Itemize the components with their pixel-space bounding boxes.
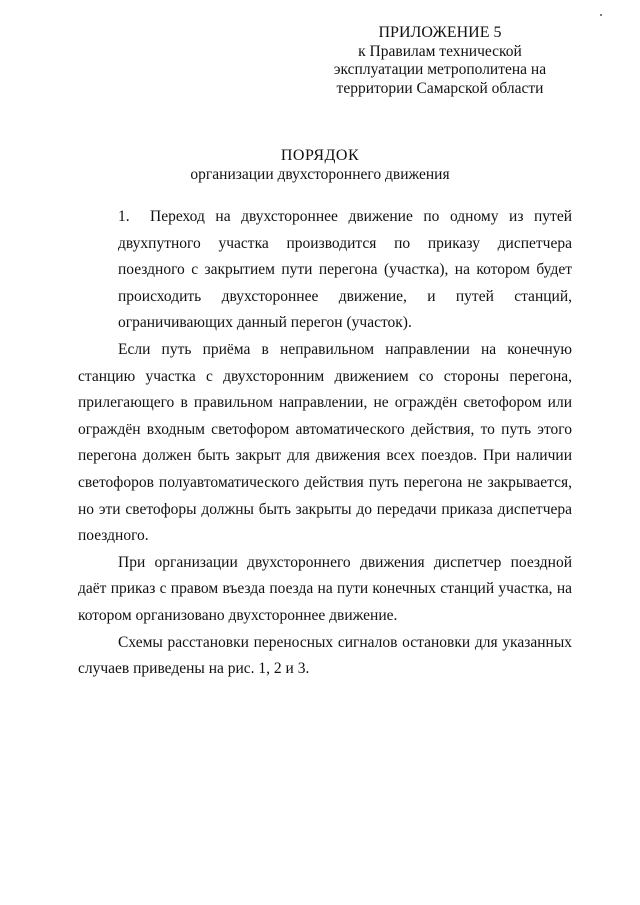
- scan-speck: [600, 14, 602, 16]
- paragraph-1: [78, 204, 572, 337]
- paragraph-2: Если путь приёма в неправильном направлении на конечную станцию участка с двухсторонним движением со стороны перегона, прилегающего в правильном направлении, не ограждён светофором или ограждён входным светофором автоматического действия, то путь этого перегона должен быть закрыт для движения всех поездов. При наличии светофоров полуавтоматического действия путь перегона не закрывается, но эти светофоры должны быть закрыты до передачи приказа диспетчера поездного.: [78, 340, 572, 545]
- appendix-header: [310, 24, 570, 98]
- heading-subtitle: организации двухстороннего движения: [190, 166, 450, 183]
- heading-title: ПОРЯДОК: [280, 147, 360, 164]
- appendix-line-1: к Правилам технической: [358, 42, 522, 60]
- paragraph-4: Схемы расстановки переносных сигналов остановки для указанных случаев приведены на рис. 1, 2 и 3.: [78, 633, 572, 678]
- document-body: [78, 204, 572, 683]
- appendix-line-3: территории Самарской области: [336, 79, 544, 97]
- paragraph-number: 1.: [118, 208, 130, 225]
- appendix-title: ПРИЛОЖЕНИЕ 5: [378, 24, 502, 41]
- paragraph-text: Переход на двухстороннее движение по одному из путей двухпутного участка производится по приказу диспетчера поездного с закрытием пути перегона (участка), на котором будет происходить двухстороннее движение, и путей станций, ограничивающих данный перегон (участок).: [118, 208, 572, 332]
- paragraph-3: При организации двухстороннего движения диспетчер поездной даёт приказ с правом въезда поезда на пути конечных станций участка, на котором организовано двухстороннее движение.: [78, 553, 572, 624]
- document-heading: [0, 146, 640, 184]
- appendix-line-2: эксплуатации метрополитена на: [333, 61, 547, 78]
